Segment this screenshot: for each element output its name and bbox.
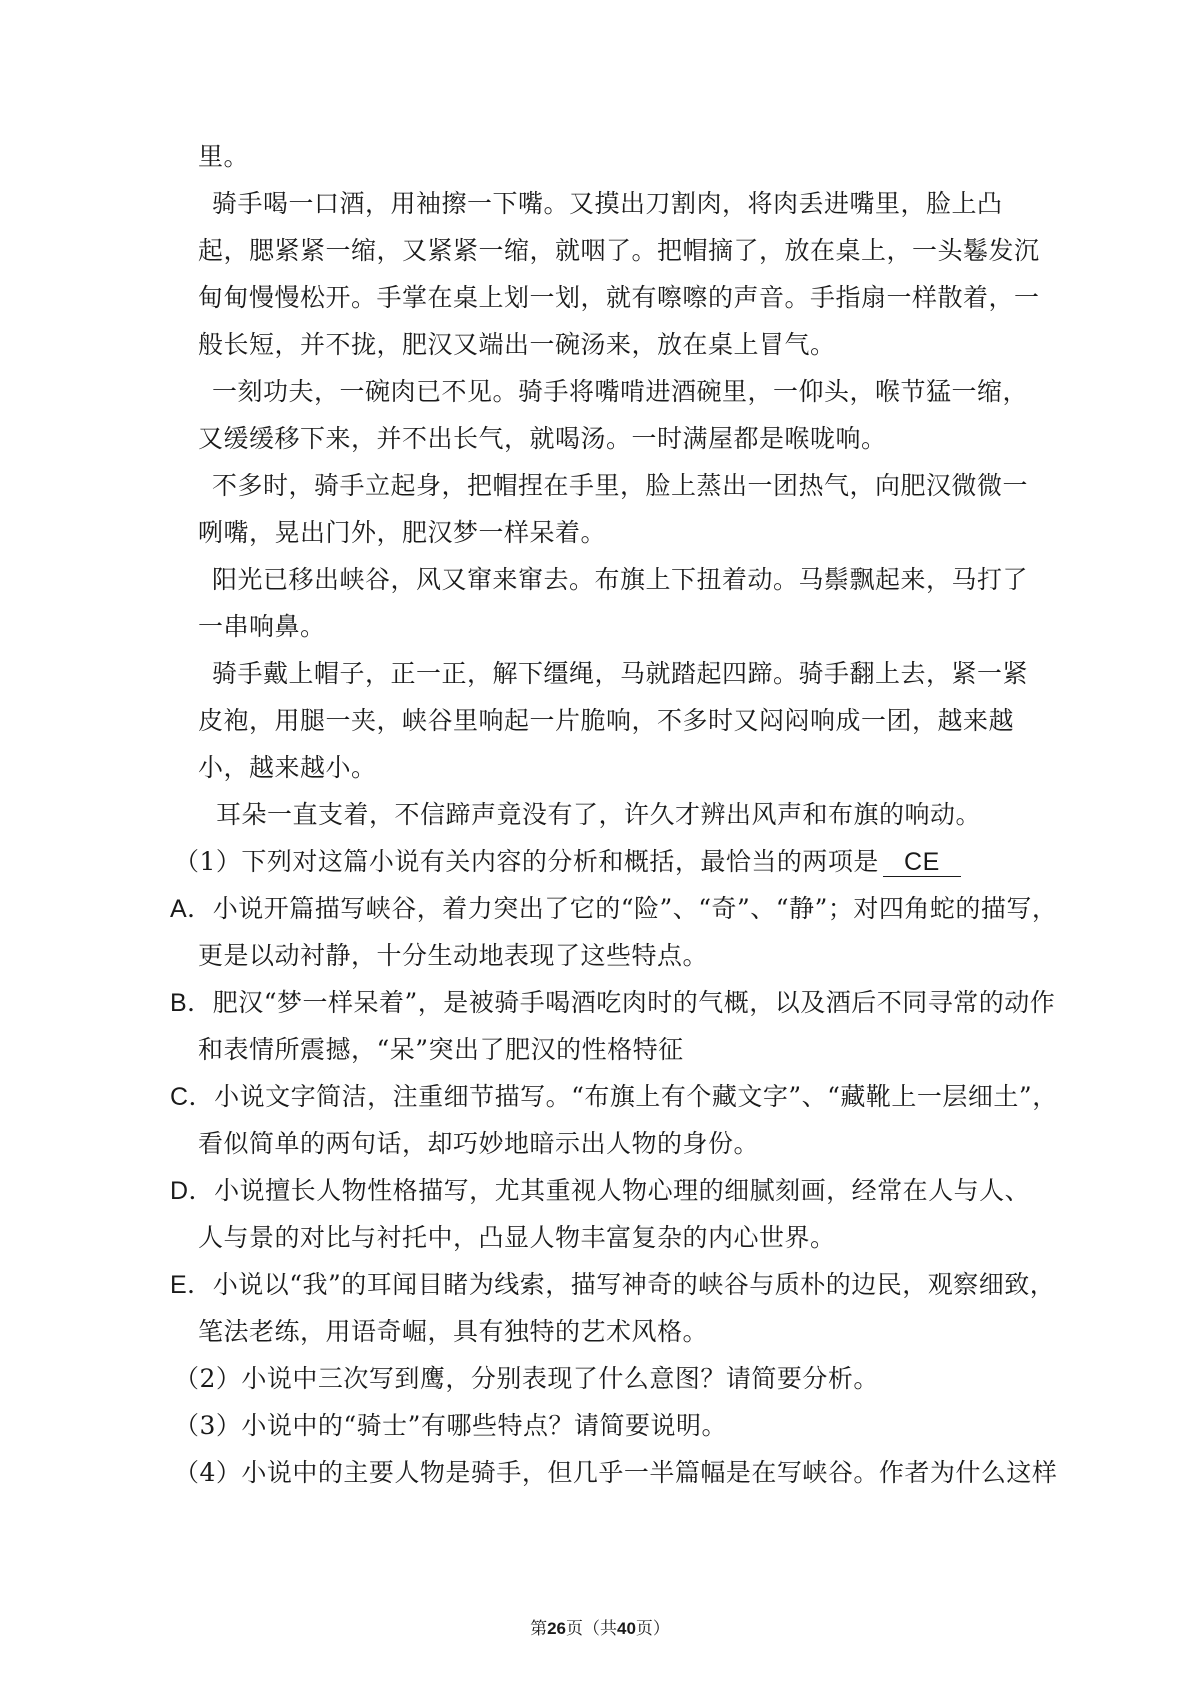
footer-prefix: 第 [530,1619,548,1639]
story-line: 皮袍，用腿一夹，峡谷里响起一片脆响，不多时又闷闷响成一团，越来越 [198,706,1015,735]
story-line: 起，腮紧紧一缩，又紧紧一缩，就咽了。把帽摘了，放在桌上，一头鬈发沉 [198,236,1040,265]
footer-middle: 页（共 [566,1619,617,1639]
option-e-continued: 笔法老练，用语奇崛，具有独特的艺术风格。 [198,1317,709,1346]
story-line: 咧嘴，晃出门外，肥汉梦一样呆着。 [198,518,607,547]
question-1-prompt: （1）下列对这篇小说有关内容的分析和概括，最恰当的两项是 [174,847,879,876]
option-letter: D． [170,1177,215,1205]
footer-suffix: 页） [635,1619,670,1639]
question-2: （2）小说中三次写到鹰，分别表现了什么意图？请简要分析。 [174,1364,879,1393]
story-line: 小，越来越小。 [198,753,377,782]
option-text: 小说擅长人物性格描写，尤其重视人物心理的细腻刻画，经常在人与人、 [214,1176,1031,1205]
option-e [170,1268,1055,1302]
question-1 [174,845,961,879]
option-a [170,892,1057,926]
story-line: 骑手戴上帽子，正一正，解下缰绳，马就踏起四蹄。骑手翻上去，紧一紧 [212,659,1029,688]
option-text: 小说以“我”的耳闻目睹为线索，描写神奇的峡谷与质朴的边民，观察细致， [212,1270,1056,1299]
story-line: 骑手喝一口酒，用袖擦一下嘴。又摸出刀割肉，将肉丢进嘴里，脸上凸 [212,189,1003,218]
option-c-continued: 看似简单的两句话，却巧妙地暗示出人物的身份。 [198,1129,760,1158]
page-number: 26 [547,1619,566,1638]
option-letter: A． [170,895,213,923]
option-a-continued: 更是以动衬静，十分生动地表现了这些特点。 [198,941,709,970]
page-footer [0,1614,1200,1639]
option-letter: C． [170,1083,215,1111]
option-letter: B． [170,989,213,1017]
story-line: 里。 [198,142,250,171]
question-1-answer: CE [883,848,961,877]
story-line: 一刻功夫，一碗肉已不见。骑手将嘴啃进酒碗里，一仰头，喉节猛一缩， [212,377,1029,406]
story-line: 又缓缓移下来，并不出长气，就喝汤。一时满屋都是喉咙响。 [198,424,887,453]
option-text: 小说文字简洁，注重细节描写。“布旗上有个藏文字”、“藏靴上一层细土”， [214,1082,1058,1111]
total-pages: 40 [617,1619,636,1638]
option-letter: E． [170,1271,213,1299]
option-b [170,986,1055,1020]
story-line: 阳光已移出峡谷，风又窜来窜去。布旗上下扭着动。马鬃飘起来，马打了 [212,565,1029,594]
option-c [170,1080,1058,1114]
story-line: 般长短，并不拢，肥汉又端出一碗汤来，放在桌上冒气。 [198,330,836,359]
option-d-continued: 人与景的对比与衬托中，凸显人物丰富复杂的内心世界。 [198,1223,836,1252]
story-line: 甸甸慢慢松开。手掌在桌上划一划，就有嚓嚓的声音。手指扇一样散着，一 [198,283,1040,312]
question-4: （4）小说中的主要人物是骑手，但几乎一半篇幅是在写峡谷。作者为什么这样 [174,1458,1058,1487]
story-line: 不多时，骑手立起身，把帽捏在手里，脸上蒸出一团热气，向肥汉微微一 [212,471,1029,500]
option-text: 小说开篇描写峡谷，着力突出了它的“险”、“奇”、“静”；对四角蛇的描写， [212,894,1058,923]
question-3: （3）小说中的“骑士”有哪些特点？请简要说明。 [174,1411,727,1440]
story-line: 耳朵一直支着，不信蹄声竟没有了，许久才辨出风声和布旗的响动。 [216,800,982,829]
story-line: 一串响鼻。 [198,612,326,641]
option-text: 肥汉“梦一样呆着”，是被骑手喝酒吃肉时的气概，以及酒后不同寻常的动作 [212,988,1056,1017]
option-d [170,1174,1030,1208]
option-b-continued: 和表情所震撼，“呆”突出了肥汉的性格特征 [198,1035,684,1064]
